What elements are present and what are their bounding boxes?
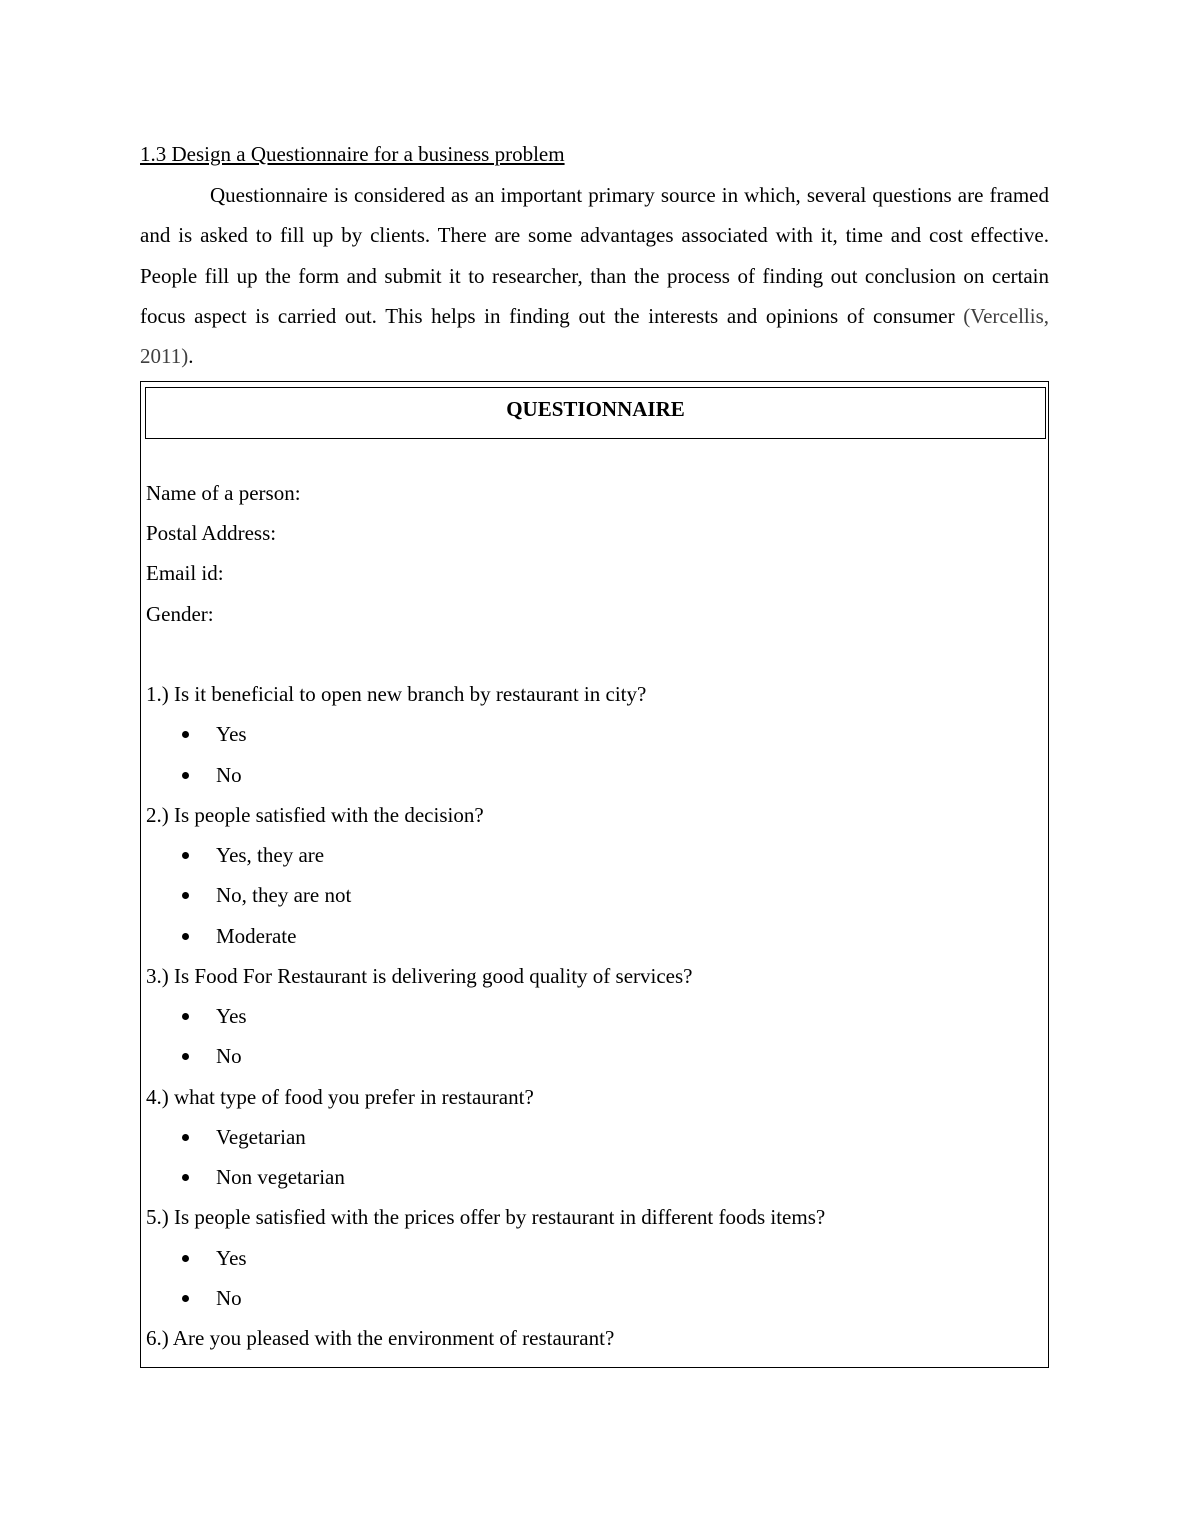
citation: (Vercellis, 2011) bbox=[140, 303, 1049, 369]
q1-option-yes: Yes bbox=[216, 722, 247, 746]
q5-option-yes: Yes bbox=[216, 1246, 247, 1270]
bullet-icon bbox=[182, 933, 189, 940]
intro-text: Questionnaire is considered as an important primary source in which, several questions are framed and is asked to fill up by clients. There are some advantages associated with it, time and cost effective. People fill up the form and submit it to researcher, than the process of finding out conclusion on certain focus aspect is carried out. This helps in finding out the interests and opinions of consumer bbox=[140, 183, 1049, 328]
bullet-icon bbox=[182, 1174, 189, 1181]
field-email: Email id: bbox=[146, 561, 224, 585]
intro-end: . bbox=[188, 344, 194, 369]
bullet-icon bbox=[182, 1053, 189, 1060]
bullet-icon bbox=[182, 852, 189, 859]
bullet-icon bbox=[182, 1295, 189, 1302]
q4-option-non-vegetarian: Non vegetarian bbox=[216, 1165, 345, 1189]
question-2: 2.) Is people satisfied with the decision? bbox=[146, 803, 484, 827]
bullet-icon bbox=[182, 1134, 189, 1141]
bullet-icon bbox=[182, 892, 189, 899]
bullet-icon bbox=[182, 1255, 189, 1262]
q5-option-no: No bbox=[216, 1286, 242, 1310]
q2-option-moderate: Moderate bbox=[216, 924, 297, 948]
q3-option-no: No bbox=[216, 1044, 242, 1068]
field-name: Name of a person: bbox=[146, 481, 301, 505]
q4-option-vegetarian: Vegetarian bbox=[216, 1125, 306, 1149]
question-5: 5.) Is people satisfied with the prices offer by restaurant in different foods items? bbox=[146, 1205, 826, 1229]
question-3: 3.) Is Food For Restaurant is delivering good quality of services? bbox=[146, 964, 693, 988]
q1-option-no: No bbox=[216, 763, 242, 787]
question-1: 1.) Is it beneficial to open new branch by restaurant in city? bbox=[146, 682, 647, 706]
question-4: 4.) what type of food you prefer in restaurant? bbox=[146, 1085, 534, 1109]
question-6: 6.) Are you pleased with the environment of restaurant? bbox=[146, 1326, 615, 1350]
questionnaire-table bbox=[140, 381, 1049, 1368]
bullet-icon bbox=[182, 1013, 189, 1020]
field-gender: Gender: bbox=[146, 602, 214, 626]
q2-option-yes: Yes, they are bbox=[216, 843, 325, 867]
section-heading: 1.3 Design a Questionnaire for a business problem bbox=[140, 142, 565, 166]
field-postal-address: Postal Address: bbox=[146, 521, 277, 545]
q2-option-no: No, they are not bbox=[216, 883, 352, 907]
bullet-icon bbox=[182, 731, 189, 738]
intro-paragraph bbox=[140, 175, 1049, 376]
bullet-icon bbox=[182, 772, 189, 779]
q3-option-yes: Yes bbox=[216, 1004, 247, 1028]
questionnaire-title: QUESTIONNAIRE bbox=[145, 387, 1046, 439]
